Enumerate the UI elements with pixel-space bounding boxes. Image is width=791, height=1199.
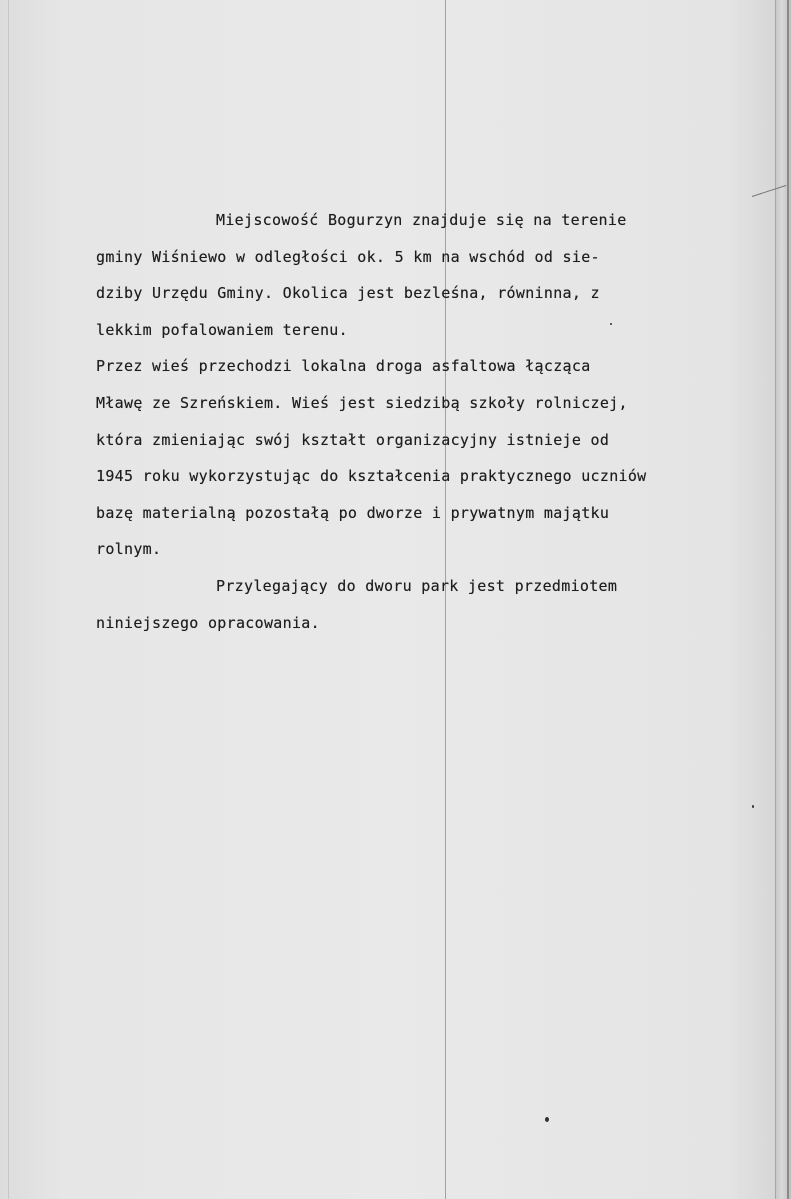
text-line: Przez wieś przechodzi lokalna droga asfaltowa łącząca — [96, 357, 591, 376]
typed-text-body — [96, 202, 776, 641]
ink-speck — [545, 1117, 549, 1122]
text-line: lekkim pofalowaniem terenu. — [96, 320, 348, 339]
left-margin-shadow — [8, 0, 9, 1199]
text-line: rolnym. — [96, 540, 162, 559]
text-line: bazę materialną pozostałą po dworze i prywatnym majątku — [96, 503, 610, 522]
text-line: dziby Urzędu Gminy. Okolica jest bezleśna, równinna, z — [96, 284, 600, 303]
text-line: 1945 roku wykorzystując do kształcenia praktycznego uczniów — [96, 467, 647, 486]
text-line: Mławę ze Szreńskiem. Wieś jest siedzibą szkoły rolniczej, — [96, 393, 628, 412]
text-line: gminy Wiśniewo w odległości ok. 5 km na wschód od sie- — [96, 247, 600, 266]
text-line: Miejscowość Bogurzyn znajduje się na terenie — [216, 211, 627, 229]
text-line: która zmieniając swój kształt organizacyjny istnieje od — [96, 430, 610, 449]
ink-speck — [752, 805, 754, 808]
text-line: Przylegający do dworu park jest przedmiotem — [216, 576, 618, 595]
text-line: niniejszego opracowania. — [96, 613, 320, 632]
right-edge-line — [787, 0, 789, 1199]
